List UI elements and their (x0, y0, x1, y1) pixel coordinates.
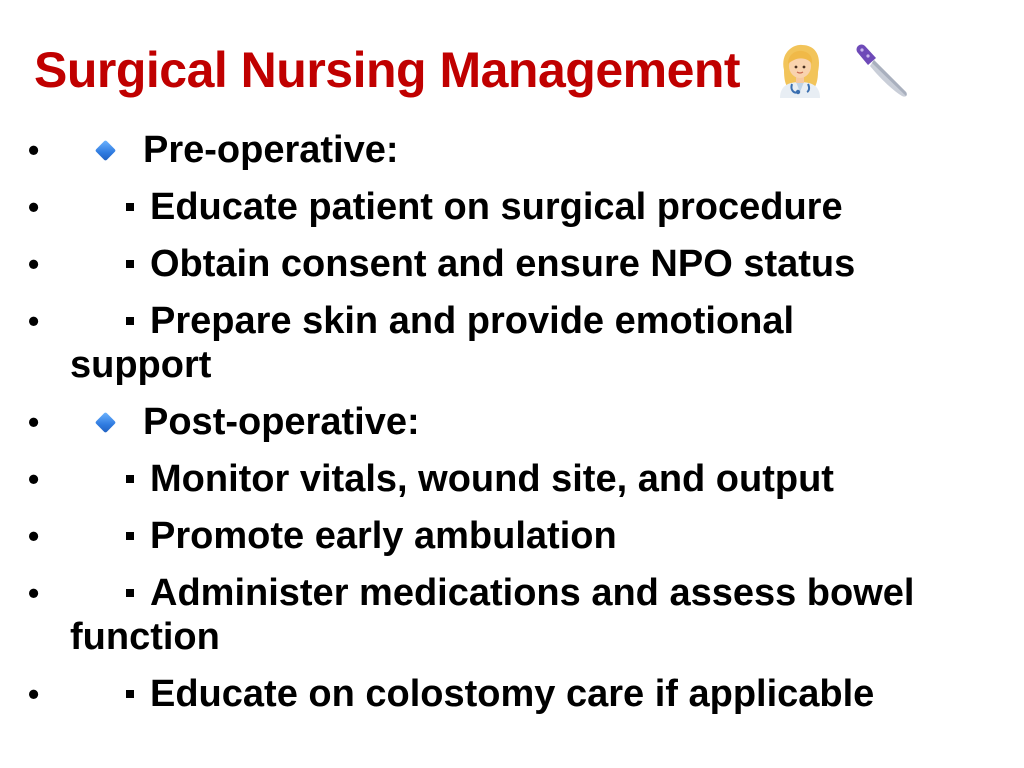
list-item (28, 672, 1008, 716)
list-item (28, 400, 1008, 444)
bullet-list (28, 128, 1008, 729)
section-heading: Pre-operative: (143, 129, 399, 171)
list-item (28, 457, 1008, 501)
square-bullet-icon (126, 317, 134, 325)
list-item-text: Prepare skin and provide emotional support (70, 300, 795, 386)
list-item (28, 185, 1008, 229)
diamond-icon (95, 140, 116, 161)
list-item (28, 299, 1008, 387)
list-item (28, 571, 1008, 659)
bullet-dot: • (28, 461, 40, 497)
list-item-text: Educate patient on surgical procedure (150, 186, 843, 228)
bullet-dot: • (28, 246, 40, 282)
knife-emoji-icon (852, 40, 912, 100)
list-item-text: Educate on colostomy care if applicable (150, 673, 875, 715)
list-item-text: Promote early ambulation (150, 515, 617, 557)
bullet-dot: • (28, 132, 40, 168)
health-worker-emoji-icon (770, 40, 830, 100)
title-row (34, 32, 912, 108)
square-bullet-icon (126, 532, 134, 540)
square-bullet-icon (126, 260, 134, 268)
square-bullet-icon (126, 475, 134, 483)
bullet-dot: • (28, 189, 40, 225)
list-item (28, 242, 1008, 286)
bullet-dot: • (28, 676, 40, 712)
slide-title: Surgical Nursing Management (34, 42, 741, 98)
square-bullet-icon (126, 203, 134, 211)
list-item (28, 514, 1008, 558)
list-item (28, 128, 1008, 172)
section-heading: Post-operative: (143, 401, 420, 443)
list-item-text: Monitor vitals, wound site, and output (150, 458, 834, 500)
bullet-dot: • (28, 518, 40, 554)
list-item-text: Administer medications and assess bowel function (70, 572, 915, 658)
bullet-dot: • (28, 575, 40, 611)
square-bullet-icon (126, 690, 134, 698)
diamond-icon (95, 412, 116, 433)
square-bullet-icon (126, 589, 134, 597)
list-item-text: Obtain consent and ensure NPO status (150, 243, 856, 285)
bullet-dot: • (28, 303, 40, 339)
bullet-dot: • (28, 404, 40, 440)
